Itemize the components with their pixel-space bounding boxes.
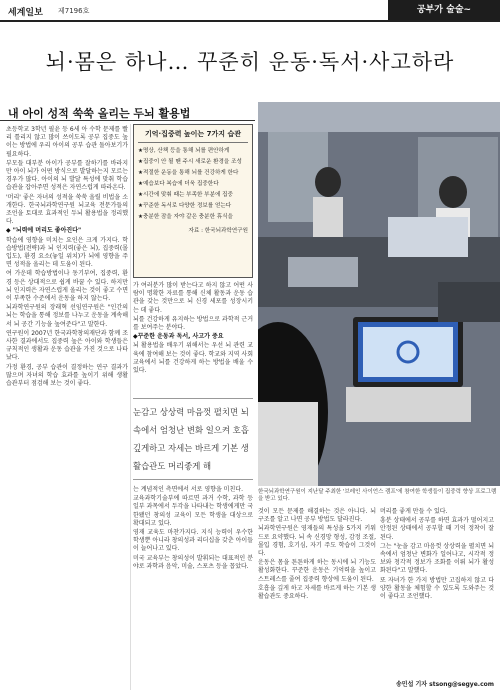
col2b-p1: 뇌 활용법을 배우기 위해서는 우선 뇌 관련 교육에 참여해 보는 것이 좋다. 학교와 지역 사회 교육에서 뇌를 건강하게 하는 방법을 배울 수 있다.	[133, 342, 253, 375]
section-tag: 공부가 술술~	[388, 0, 500, 20]
column-divider	[130, 124, 131, 690]
col2c-p4: 미국 교육부는 창의성이 발휘되는 대표적인 분야로 과학과 음악, 미술, 스포츠 등을 꼽았다.	[133, 554, 253, 570]
col2a-p1: 가 여러분가 많이 받는다고 하지 않고 어떤 사람이 명확한 자료를 통해 신체 활동과 운동 습관을 갖는 것만으로 뇌 신경 세포를 성장시키는 데 좋다.	[133, 282, 253, 314]
subhead-rule	[0, 120, 255, 121]
col3-p4: 호흡을 깊게 하고 자세를 바르게 하는 기본 생활습관도 중요하다.	[258, 584, 376, 601]
tip-item: ★꾸준한 독서로 다양한 정보를 얻는다	[138, 203, 232, 209]
col3-p3: 운동은 몸을 튼튼하게 하는 동시에 뇌 기능도 활성화한다. 꾸준한 운동은 기억력을 높이고 스트레스를 줄여 집중력 향상에 도움이 된다.	[258, 559, 376, 583]
issue-number: 제7196호	[58, 7, 90, 15]
tip-item: ★예습보다 복습에 더욱 집중한다	[138, 181, 219, 187]
masthead	[0, 0, 500, 22]
col1-p2: 부모들 대부분 아이가 공부를 잘하기를 바라지만 아이 뇌가 어떤 방식으로 발달하는지 모르는 경우가 많다. 아이의 뇌 발달 특성에 맞춰 학습 습관을 잡아주면 성적은 자연스럽게 따라온다.	[6, 159, 128, 192]
paper-name: 세계일보	[8, 8, 43, 18]
col2c-p1: 는 계념적인 측면에서 서로 영향을 미친다.	[133, 486, 243, 493]
col4-p4: 또 자녀가 한 가지 방법만 고집하지 않고 다양한 활동을 체험할 수 있도록 도와주는 것이 좋다고 조언했다.	[380, 576, 494, 601]
col1-p3: '머리' 좋은 자녀의 성적을 쑥쑥 올릴 비법을 소개한다. 한국뇌과학연구원 뇌교육 전문가들의 조언을 토대로 효과적인 두뇌 활용법을 정리했다.	[6, 193, 128, 226]
tip-item: ★집중이 안 될 땐 주시 새로운 환경을 조성	[138, 159, 242, 165]
subhead: 내 아이 성적 쑥쑥 올리는 두뇌 활용법	[8, 107, 191, 120]
article-photo	[258, 102, 500, 486]
tip-item: ★충분한 잠을 자야 같은 충분한 휴식을	[138, 214, 233, 220]
col4-p2: 흥분 상태에서 공부를 하면 효과가 떨어지고 안정된 상태에서 공부할 때 기억 정착이 잘 된다.	[380, 517, 494, 541]
headline: 뇌·몸은 하나… 꾸준히 운동·독서·사고하라	[45, 50, 455, 74]
col2a-p2: 뇌를 건강하게 유지하는 방법으로 과학적 근거를 보여주는 분야다.	[133, 315, 253, 332]
col3-p1: 것이 모든 문제를 해결하는 것은 아니다. 뇌 구조를 알고 나면 공부 방법도 달라진다.	[258, 508, 376, 524]
col1-p1: 초등학교 3학년 필윤 등 6세 아 수학 문제를 빨리 틀리지 않고 많이 쓰이도록 공부 집중도 높이는 방법에 우리 아이의 공부 습관 돌아보기가 필요하다.	[6, 126, 128, 158]
pull-quote: 눈감고 상상력 마음껏 펼치면 뇌속에서 엄청난 변화 일으켜 호흡 깊게하고 자세는 바르게 기본 생활습관도 머리좋게 해	[133, 398, 253, 480]
col2c-p3: 영재 교육도 마찬가지다. 지식 능력이 우수한 학생뿐 아니라 창의성과 리더십을 갖춘 아이들이 늘어나고 있다.	[133, 529, 253, 553]
tip-item: ★명상, 산책 등을 통해 뇌를 편안하게	[138, 148, 230, 154]
col1c-p1: 연구원이 2007년 한국과학창의재단과 함께 조사한 결과에서도 집중력 높은 아이와 학생들은 규칙적인 생활과 운동 습관을 가진 것으로 나타났다.	[6, 329, 128, 362]
col1c-p2: 가정 환경, 공부 습관이 결정하는 연구 결과가 많으며 자녀의 학습 효과를 높이기 위해 생활 습관부터 점검해 보는 것이 좋다.	[6, 363, 128, 388]
tip-item: ★시간에 맞춰 때는 부족한 부분에 집중	[138, 192, 233, 198]
tips-box-source: 자료 : 한국뇌과학연구원	[188, 228, 248, 234]
column-4	[380, 508, 494, 602]
column-1	[6, 126, 128, 389]
tip-item: ★적절한 운동을 통해 뇌를 건강하게 한다	[138, 170, 239, 176]
col2c-p2: 교육과학기술부에 따르면 과거 수학, 과학 등 일부 과목에서 두각을 나타내는 학생에게만 국한됐던 창의성 교육이 모든 학생을 대상으로 확대되고 있다.	[133, 495, 253, 527]
photo-caption: 한국뇌과학연구원이 지난달 주최한 '브레인 사이언스 캠프'에 참여한 학생들이 집중력 향상 프로그램 을 받고 있다.	[258, 489, 497, 502]
classroom-photo	[258, 102, 500, 486]
col1b-p2: 여 가운데 학습방법이나 동기부여, 집중력, 환경 등은 상대적으로 쉽게 바꿀 수 있다. 하지만 뇌 인지력은 자연스럽게 올리는 것이 좋고 수면이 부족한 수준에서 운동을 하지 않는다.	[6, 270, 128, 303]
column-2-lower	[133, 486, 253, 572]
col4-p1: 머리를 좋게 만들 수 있다.	[380, 508, 448, 515]
tips-box	[133, 124, 253, 278]
byline: 송민섭 기자 stsong@segye.com	[396, 681, 494, 688]
column-2-upper	[133, 282, 253, 376]
col2-section-heading: ◆꾸준한 운동과 독서, 사고가 중요	[133, 333, 224, 341]
col1-section-heading: ◆ "뇌력에 머리도 좋아진다"	[6, 227, 82, 235]
col3-p2: 뇌과학연구원은 영재들의 특성을 5가지 키워드로 요약했다. 뇌 속 신경망 형성, 감정 조절, 몰입 경험, 호기심, 자기 주도 학습이 그것이다.	[258, 525, 376, 558]
col1b-p1: 학습에 영향을 미치는 요인은 크게 가지다. 학습방법(전략)과 뇌 인지력(좋은 뇌), 집중력(몰입도), 환경 요소(놓일 위치)가 뇌에 영향을 주면 성적을 올리는 데 도움이 된다.	[6, 236, 128, 269]
col1b-p3: 뇌과학연구원의 장래혁 선임연구원은 "인간의 뇌는 학습을 통해 정보를 나누고 운동을 계속해서 뇌 공간 기능을 높여준다"고 말한다.	[6, 304, 128, 328]
column-3	[258, 508, 376, 602]
col4-p3: 그는 "눈을 감고 마음껏 상상력을 펼치면 뇌 속에서 엄청난 변화가 일어나고, 시각적 정보와 청각적 정보가 조화를 이뤄 뇌가 활성화된다"고 말했다.	[380, 542, 494, 575]
tips-box-title: 기억·집중력 높이는 7가지 습관	[138, 129, 248, 143]
